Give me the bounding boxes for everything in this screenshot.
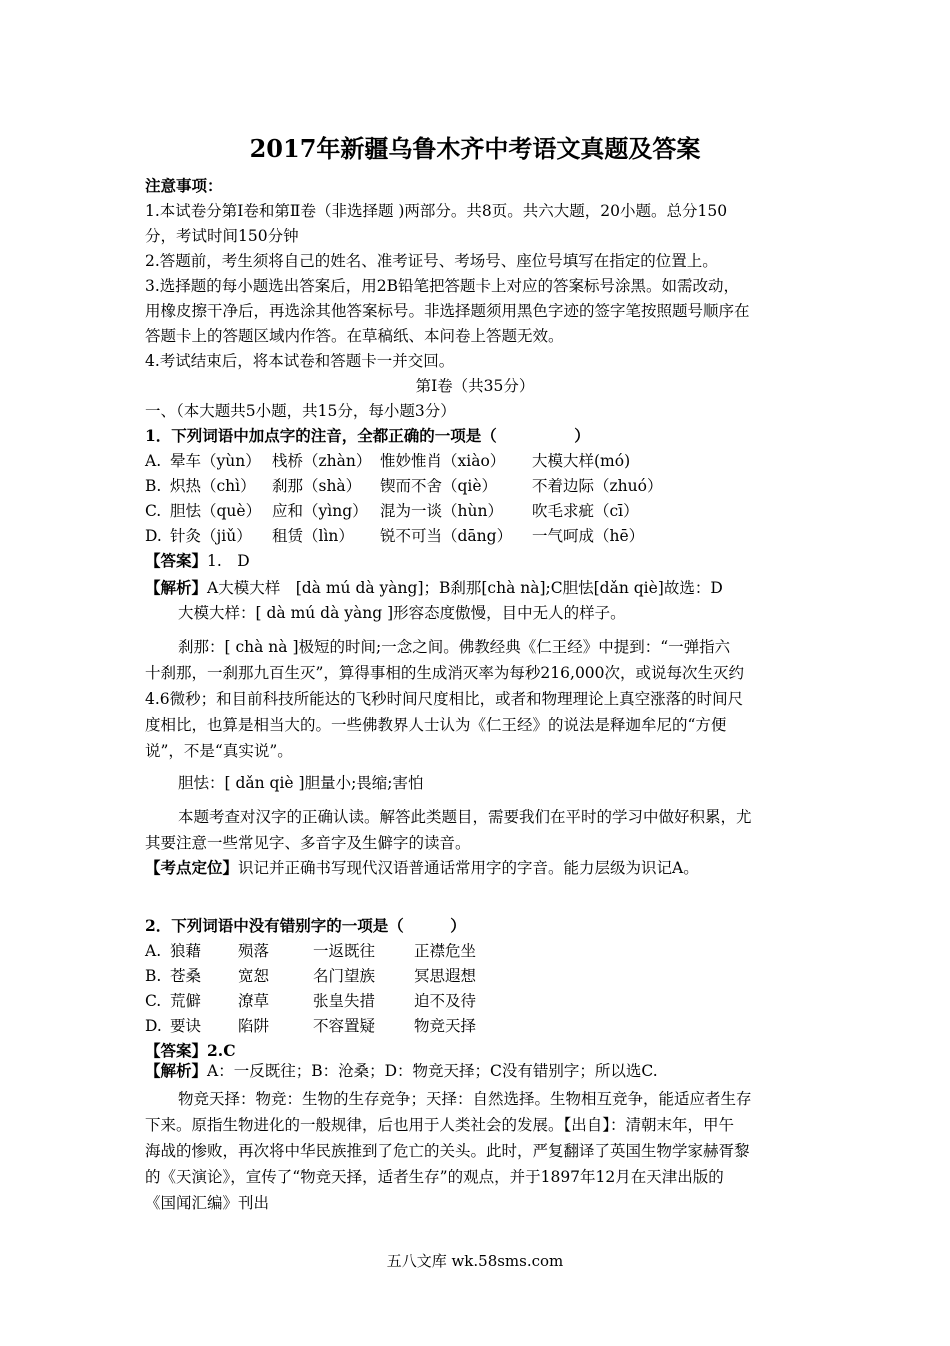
analysis-label: 【解析】 xyxy=(145,1061,208,1080)
analysis-label: 【解析】 xyxy=(145,578,208,597)
analysis-line: 《国闻汇编》刊出 xyxy=(145,1194,270,1212)
analysis-line: 十刹那，一刹那九百生灭”，算得事相的生成消灭率为每秒216,000次，或说每次生灭约 xyxy=(145,664,745,682)
option-letter: A. xyxy=(145,942,162,960)
q2-answer xyxy=(145,1040,236,1062)
option-word: 针灸（jiǔ） xyxy=(170,527,252,545)
option-word: 大模大样(mó) xyxy=(532,452,631,470)
analysis-line: 本题考查对汉字的正确认读。解答此类题目，需要我们在平时的学习中做好积累，尤 xyxy=(178,808,752,826)
option-word: 栈桥（zhàn） xyxy=(272,452,372,470)
option-word: 名门望族 xyxy=(313,967,376,985)
answer-label: 【答案】 xyxy=(145,551,208,570)
option-word: 迫不及待 xyxy=(414,992,477,1010)
option-word: 陷阱 xyxy=(238,1017,270,1035)
option-letter: B. xyxy=(145,477,162,495)
analysis-line: 的《天演论》，宣传了“物竞天择，适者生存”的观点，并于1897年12月在天津出版的 xyxy=(145,1168,724,1186)
analysis-text: A：一反既往；B：沧桑；D：物竞天择；C没有错别字；所以选C. xyxy=(207,1062,658,1080)
question-2: 2．下列词语中没有错别字的一项是（ ） xyxy=(145,916,466,935)
notice-heading: 注意事项： xyxy=(145,176,223,195)
analysis-line: 大模大样：[ dà mú dà yàng ]形容态度傲慢，目中无人的样子。 xyxy=(178,604,626,622)
analysis-line: 4.6微秒；和目前科技所能达的飞秒时间尺度相比，或者和物理理论上真空涨落的时间尺 xyxy=(145,690,744,708)
option-word: 狼藉 xyxy=(170,942,202,960)
notice-line: 答题卡上的答题区域内作答。在草稿纸、本问卷上答题无效。 xyxy=(145,327,564,345)
option-word: 炽热（chì） xyxy=(170,477,256,495)
notice-line: 用橡皮擦干净后，再选涂其他答案标号。非选择题须用黑色字迹的签字笔按照题号顺序在 xyxy=(145,302,750,320)
option-word: 一返既往 xyxy=(313,942,376,960)
notice-line: 2.答题前，考生须将自己的姓名、准考证号、考场号、座位号填写在指定的位置上。 xyxy=(145,252,718,270)
analysis-line: 下来。原指生物进化的一般规律，后也用于人类社会的发展。【出自】：清朝末年，甲午 xyxy=(145,1116,735,1134)
point-text: 识记并正确书写现代汉语普通话常用字的字音。能力层级为识记A。 xyxy=(238,859,699,877)
analysis-text: A大模大样 [dà mú dà yàng]；B刹那[chà nà];C胆怯[dǎn qiè]故选：D xyxy=(207,579,723,597)
analysis-line: 物竞天择：物竞：生物的生存竞争；天择：自然选择。生物相互竞争，能适应者生存 xyxy=(178,1090,752,1108)
option-word: 不着边际（zhuó） xyxy=(532,477,663,495)
option-word: 一气呵成（hē） xyxy=(532,527,645,545)
footer-watermark: 五八文库 wk.58sms.com xyxy=(386,1252,564,1270)
analysis-line: 胆怯：[ dǎn qiè ]胆量小;畏缩;害怕 xyxy=(178,774,424,792)
analysis-line: 其要注意一些常见字、多音字及生僻字的读音。 xyxy=(145,834,471,852)
answer-text: 2.C xyxy=(207,1041,236,1060)
option-word: 宽恕 xyxy=(238,967,270,985)
q1-analysis xyxy=(145,577,723,599)
option-word: 要诀 xyxy=(170,1017,202,1035)
option-letter: C. xyxy=(145,992,162,1010)
notice-line: 1.本试卷分第Ⅰ卷和第Ⅱ卷（非选择题 )两部分。共8页。共六大题，20小题。总分150 xyxy=(145,202,728,220)
question-1: 1．下列词语中加点字的注音，全都正确的一项是（ ） xyxy=(145,426,590,445)
q1-answer xyxy=(145,550,250,572)
option-word: 胆怯（què） xyxy=(170,502,262,520)
option-word: 荒僻 xyxy=(170,992,202,1010)
option-word: 不容置疑 xyxy=(313,1017,376,1035)
analysis-line: 刹那：[ chà nà ]极短的时间;一念之间。佛教经典《仁王经》中提到：“一弹指六 xyxy=(178,638,731,656)
option-word: 正襟危坐 xyxy=(414,942,477,960)
option-word: 潦草 xyxy=(238,992,270,1010)
option-word: 冥思遐想 xyxy=(414,967,477,985)
analysis-line: 海战的惨败，再次将中华民族推到了危亡的关头。此时，严复翻译了英国生物学家赫胥黎 xyxy=(145,1142,750,1160)
option-word: 刹那（shà） xyxy=(272,477,362,495)
q1-point xyxy=(145,857,699,879)
answer-label: 【答案】 xyxy=(145,1041,208,1060)
option-word: 锐不可当（dāng） xyxy=(380,527,513,545)
option-word: 租赁（lìn） xyxy=(272,527,354,545)
option-word: 吹毛求疵（cī） xyxy=(532,502,639,520)
option-letter: B. xyxy=(145,967,162,985)
option-word: 物竞天择 xyxy=(414,1017,477,1035)
document-title: 2017年新疆乌鲁木齐中考语文真题及答案 xyxy=(249,134,701,163)
q2-analysis xyxy=(145,1060,658,1082)
notice-line: 4.考试结束后，将本试卷和答题卡一并交回。 xyxy=(145,352,455,370)
option-word: 混为一谈（hùn） xyxy=(380,502,503,520)
option-word: 应和（yìng） xyxy=(272,502,368,520)
option-word: 惟妙惟肖（xiào） xyxy=(380,452,506,470)
section-heading: 第Ⅰ卷（共35分） xyxy=(415,377,535,395)
notice-line: 3.选择题的每小题选出答案后，用2B铅笔把答题卡上对应的答案标号涂黑。如需改动， xyxy=(145,277,740,295)
option-word: 张皇失措 xyxy=(313,992,376,1010)
point-label: 【考点定位】 xyxy=(145,858,239,877)
analysis-line: 度相比，也算是相当大的。一些佛教界人士认为《仁王经》的说法是释迦牟尼的“方便 xyxy=(145,716,727,734)
notice-line: 分，考试时间150分钟 xyxy=(145,227,299,245)
option-word: 苍桑 xyxy=(170,967,202,985)
option-letter: D. xyxy=(145,527,162,545)
option-word: 晕车（yùn） xyxy=(170,452,261,470)
option-letter: A. xyxy=(145,452,162,470)
option-word: 殒落 xyxy=(238,942,270,960)
option-word: 锲而不舍（qiè） xyxy=(380,477,498,495)
option-letter: C. xyxy=(145,502,162,520)
analysis-line: 说”，不是“真实说”。 xyxy=(145,742,293,760)
part-heading: 一、（本大题共5小题，共15分，每小题3分） xyxy=(145,402,456,420)
option-letter: D. xyxy=(145,1017,162,1035)
answer-text: 1. D xyxy=(207,552,250,570)
